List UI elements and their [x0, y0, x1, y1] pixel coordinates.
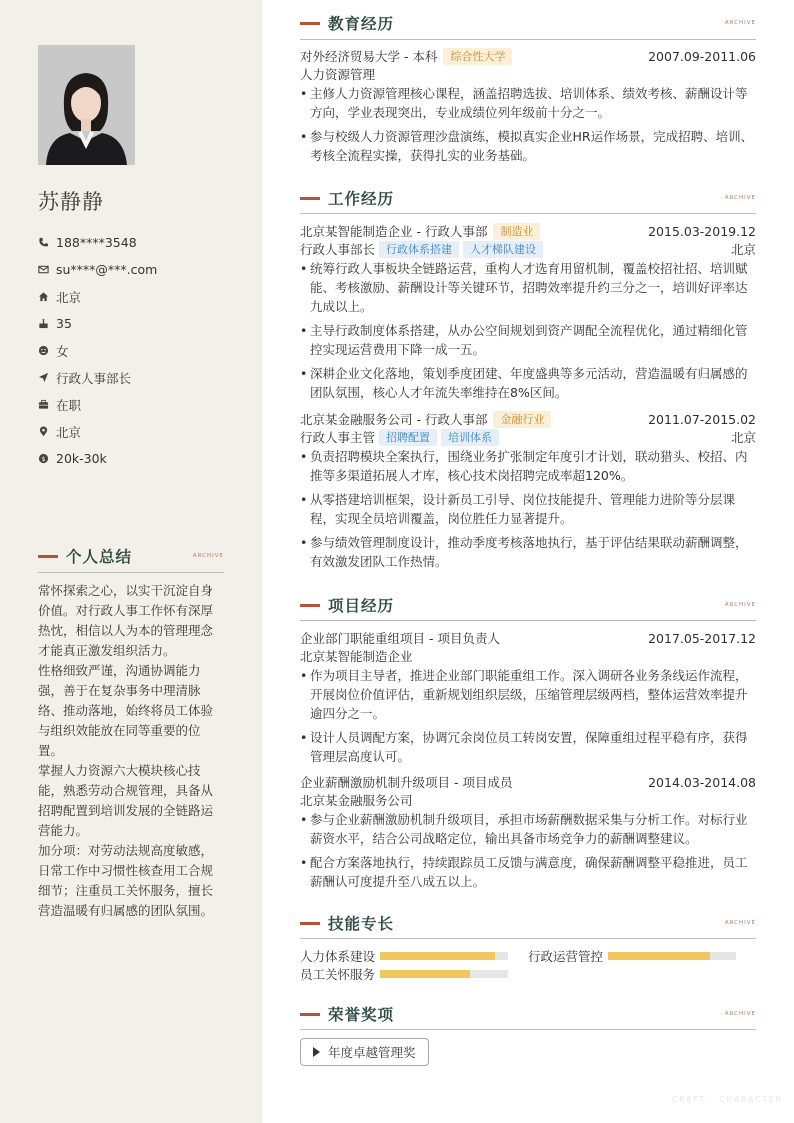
location-pin-icon	[38, 426, 56, 437]
home-icon	[38, 291, 56, 302]
job-period: 2015.03-2019.12	[648, 223, 756, 239]
job-position-row	[300, 240, 756, 258]
project-name: 企业部门职能重组项目 - 项目负责人	[300, 631, 500, 646]
job-entry-2	[300, 410, 756, 576]
job-position: 行政人事部长	[300, 242, 376, 257]
award-name: 年度卓越管理奖	[328, 1045, 416, 1060]
status-text: 在职	[56, 397, 82, 413]
project-org: 北京某金融服务公司	[300, 793, 413, 808]
project-bullets	[300, 666, 756, 766]
section-archive-tag: ARCHIVE	[724, 920, 756, 926]
send-icon	[38, 372, 56, 383]
section-archive-tag: ARCHIVE	[724, 602, 756, 608]
contact-status	[38, 391, 238, 418]
awards-divider	[300, 1029, 756, 1030]
summary-paragraph: 性格细致严谨，沟通协调能力强，善于在复杂事务中理清脉络、推动落地，始终将员工体验与组织效能放在同等重要的位置。	[38, 663, 214, 758]
job-skill-tag: 人才梯队建设	[463, 241, 543, 258]
mail-icon	[38, 264, 56, 275]
gender-text: 女	[56, 343, 69, 359]
section-archive-tag: ARCHIVE	[724, 20, 756, 26]
email-text: su****@***.com	[56, 262, 158, 277]
job-company-row	[300, 222, 756, 240]
skill-bar	[608, 952, 736, 960]
list-item: • 参与绩效管理制度设计，推动季度考核落地执行，基于评估结果联动薪酬调整，有效激发团队工作热情。	[300, 533, 756, 571]
job-skill-tag: 培训体系	[441, 429, 499, 446]
education-row	[300, 47, 756, 65]
projects-header	[300, 594, 756, 616]
contact-phone	[38, 229, 238, 256]
major-row	[300, 65, 756, 83]
job-city: 北京	[730, 430, 756, 445]
education-block	[300, 47, 756, 170]
skill-bar	[380, 952, 508, 960]
section-archive-tag: ARCHIVE	[192, 553, 224, 559]
contact-residence	[38, 283, 238, 310]
contact-salary	[38, 445, 238, 472]
candidate-name: 苏静静	[38, 190, 104, 214]
skill-row	[300, 947, 756, 965]
job-period: 2011.07-2015.02	[648, 411, 756, 427]
school-name: 对外经济贸易大学 - 本科	[300, 49, 438, 64]
summary-paragraph: 掌握人力资源六大模块核心技能，熟悉劳动合规管理，具备从招聘配置到培训发展的全链路运营能力。	[38, 763, 214, 838]
list-item: • 配合方案落地执行，持续跟踪员工反馈与满意度，确保薪酬调整平稳推进，员工薪酬认可度提升至八成五以上。	[300, 853, 756, 891]
contact-position	[38, 364, 238, 391]
section-accent-bar	[300, 197, 320, 200]
cake-icon	[38, 318, 56, 329]
job-entry-1	[300, 222, 756, 407]
phone-icon	[38, 237, 56, 248]
section-accent-bar	[38, 555, 58, 558]
major-name: 人力资源管理	[300, 67, 376, 82]
skills-header	[300, 912, 756, 934]
list-item: • 深耕企业文化落地，策划季度团建、年度盛典等多元活动，营造温暖有归属感的团队氛围，核心人才年流失率维持在8%区间。	[300, 364, 756, 402]
contact-location	[38, 418, 238, 445]
watermark: CRAFT · CHARACTER	[672, 1095, 783, 1104]
job-position-row	[300, 428, 756, 446]
list-item: • 主导行政制度体系搭建，从办公空间规划到资产调配全流程优化，通过精细化管控实现运营费用下降一成一五。	[300, 321, 756, 359]
school-tag: 综合性大学	[443, 48, 512, 65]
project-period: 2014.03-2014.08	[648, 774, 756, 790]
skill-level-fill	[380, 970, 470, 978]
section-accent-bar	[300, 604, 320, 607]
skill-row	[300, 965, 756, 983]
job-position: 行政人事主管	[300, 430, 376, 445]
project-entry-2	[300, 773, 756, 896]
age-text: 35	[56, 316, 72, 331]
list-item: • 参与校级人力资源管理沙盘演练，模拟真实企业HR运作场景，完成招聘、培训、考核全流程实操，获得扎实的业务基础。	[300, 127, 756, 165]
job-company: 北京某金融服务公司 - 行政人事部	[300, 412, 488, 427]
job-bullets	[300, 259, 756, 402]
section-archive-tag: ARCHIVE	[724, 195, 756, 201]
job-city: 北京	[730, 242, 756, 257]
education-bullets	[300, 84, 756, 165]
skill-level-fill	[608, 952, 710, 960]
list-item: • 从零搭建培训框架，设计新员工引导、岗位技能提升、管理能力进阶等分层课程，实现全员培训覆盖，岗位胜任力显著提升。	[300, 490, 756, 528]
project-org-row	[300, 791, 756, 809]
list-item: • 作为项目主导者，推进企业部门职能重组工作。深入调研各业务条线运作流程，开展岗位价值评估，重新规划组织层级，压缩管理层级两档，整体运营效率提升逾四分之一。	[300, 666, 756, 723]
section-accent-bar	[300, 22, 320, 25]
list-item: • 参与企业薪酬激励机制升级项目，承担市场薪酬数据采集与分析工作。对标行业薪资水平，结合公司战略定位，输出具备市场竞争力的薪酬调整建议。	[300, 810, 756, 848]
projects-title: 项目经历	[328, 597, 395, 615]
award-badge	[300, 1038, 429, 1066]
project-name-row	[300, 629, 756, 647]
education-divider	[300, 39, 756, 40]
salary-icon	[38, 453, 56, 464]
project-entry-1	[300, 629, 756, 771]
skill-bar	[380, 970, 508, 978]
projects-divider	[300, 620, 756, 621]
sidebar	[0, 0, 262, 1123]
work-title: 工作经历	[328, 190, 395, 208]
list-item: • 负责招聘模块全案执行，围绕业务扩张制定年度引才计划，联动猎头、校招、内推等多渠道拓展人才库，核心技术岗招聘完成率超120%。	[300, 447, 756, 485]
section-accent-bar	[300, 1013, 320, 1016]
job-company: 北京某智能制造企业 - 行政人事部	[300, 224, 488, 239]
contact-gender	[38, 337, 238, 364]
location-text: 北京	[56, 424, 82, 440]
project-bullets	[300, 810, 756, 891]
industry-tag: 制造业	[493, 223, 540, 240]
project-name-row	[300, 773, 756, 791]
skill-name: 人力体系建设	[300, 949, 376, 964]
skill-item	[528, 947, 756, 965]
summary-text	[38, 581, 224, 921]
gender-icon	[38, 345, 56, 356]
contact-list	[38, 229, 238, 472]
skill-name: 行政运营管控	[528, 949, 604, 964]
summary-title: 个人总结	[66, 548, 133, 566]
play-triangle-icon	[313, 1047, 320, 1057]
section-archive-tag: ARCHIVE	[724, 1011, 756, 1017]
summary-header	[38, 545, 224, 567]
phone-text: 188****3548	[56, 235, 137, 250]
project-org-row	[300, 647, 756, 665]
awards-title: 荣誉奖项	[328, 1006, 395, 1024]
job-skill-tag: 招聘配置	[379, 429, 437, 446]
summary-paragraph: 常怀探索之心，以实干沉淀自身价值。对行政人事工作怀有深厚热忱，相信以人为本的管理理念才能真正激发组织活力。	[38, 583, 214, 658]
section-accent-bar	[300, 922, 320, 925]
residence-text: 北京	[56, 289, 82, 305]
education-period: 2007.09-2011.06	[648, 48, 756, 64]
job-bullets	[300, 447, 756, 571]
salary-text: 20k-30k	[56, 451, 107, 466]
project-name: 企业薪酬激励机制升级项目 - 项目成员	[300, 775, 513, 790]
skill-level-fill	[380, 952, 495, 960]
skills-block	[300, 947, 756, 983]
industry-tag: 金融行业	[493, 411, 551, 428]
contact-age	[38, 310, 238, 337]
briefcase-icon	[38, 399, 56, 410]
contact-email	[38, 256, 238, 283]
education-header	[300, 12, 756, 34]
project-org: 北京某智能制造企业	[300, 649, 413, 664]
list-item: • 主修人力资源管理核心课程，涵盖招聘选拔、培训体系、绩效考核、薪酬设计等方向，学业表现突出，专业成绩位列年级前十分之一。	[300, 84, 756, 122]
skill-item	[300, 947, 528, 965]
education-title: 教育经历	[328, 15, 395, 33]
list-item: • 统筹行政人事板块全链路运营，重构人才选育用留机制，覆盖校招社招、培训赋能、考核激励、薪酬设计等关键环节，招聘效率提升约三分之一，培训好评率达九成以上。	[300, 259, 756, 316]
awards-header	[300, 1003, 756, 1025]
summary-divider	[38, 572, 224, 573]
summary-paragraph: 加分项：对劳动法规高度敏感，日常工作中习惯性核查用工合规细节；注重员工关怀服务，擅长营造温暖有归属感的团队氛围。	[38, 843, 214, 918]
skills-title: 技能专长	[328, 915, 395, 933]
work-header	[300, 187, 756, 209]
project-period: 2017.05-2017.12	[648, 630, 756, 646]
list-item: • 设计人员调配方案，协调冗余岗位员工转岗安置，保障重组过程平稳有序，获得管理层高度认可。	[300, 728, 756, 766]
svg-text:$: $	[41, 454, 46, 463]
work-divider	[300, 213, 756, 214]
position-text: 行政人事部长	[56, 370, 132, 386]
skill-name: 员工关怀服务	[300, 967, 376, 982]
skills-divider	[300, 938, 756, 939]
job-company-row	[300, 410, 756, 428]
profile-photo	[38, 45, 135, 165]
skill-item	[300, 965, 530, 983]
job-skill-tag: 行政体系搭建	[379, 241, 459, 258]
